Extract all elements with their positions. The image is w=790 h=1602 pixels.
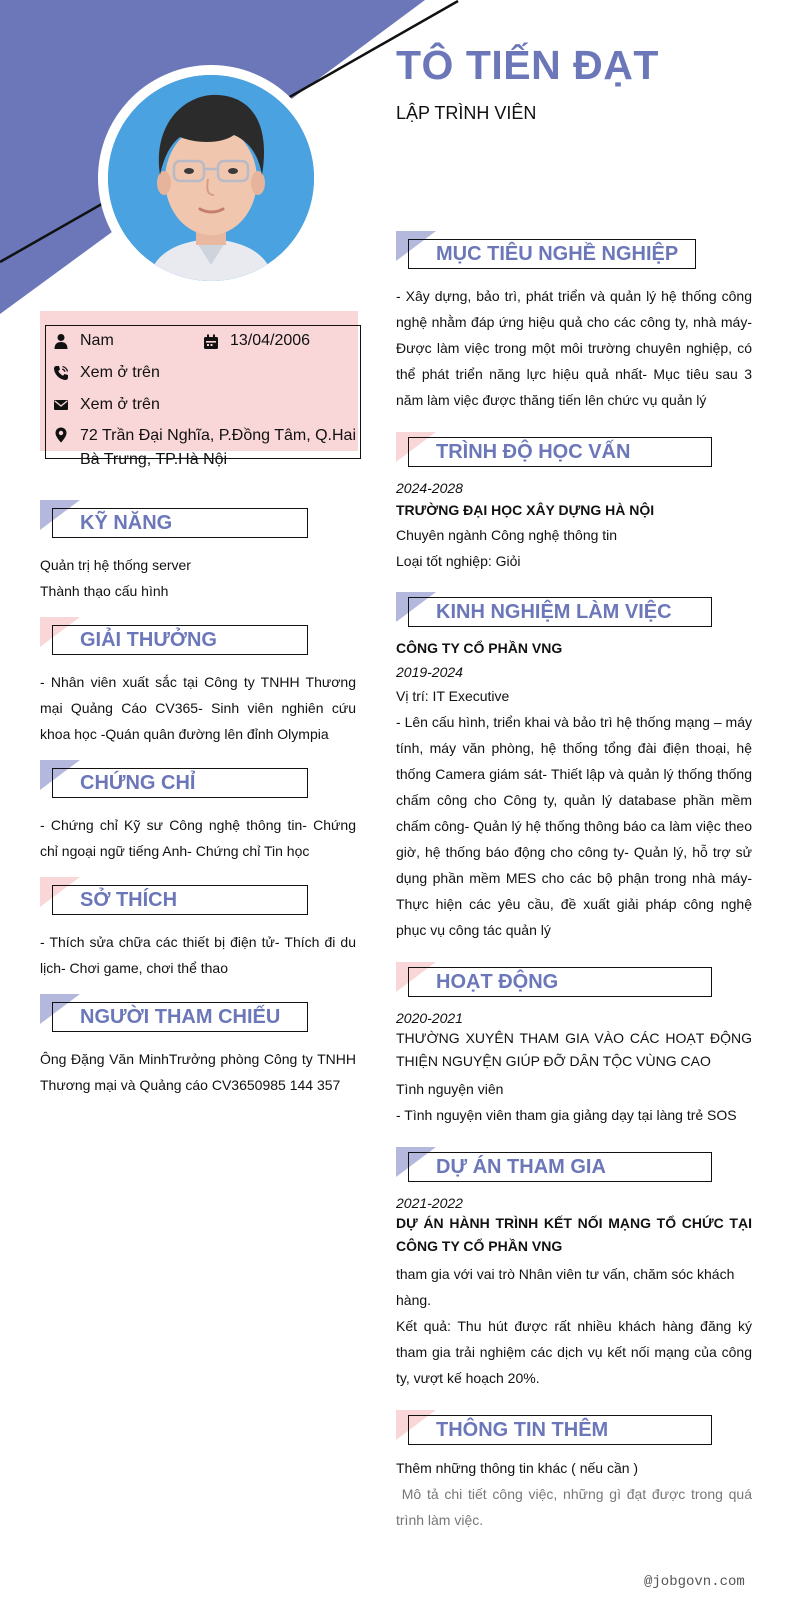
activities-period: 2020-2021: [396, 1010, 463, 1026]
watermark: @jobgovn.com: [644, 1574, 745, 1590]
projects-heading: DỰ ÁN THAM GIA: [436, 1156, 606, 1178]
education-major: Chuyên ngành Công nghệ thông tin: [396, 527, 618, 543]
job-title: LẬP TRÌNH VIÊN: [396, 103, 537, 123]
hobbies-text: - Thích sửa chữa các thiết bị điện tử- Thích đi du lịch- Chơi game, chơi thể thao: [40, 934, 356, 976]
phone-value: Xem ở trên: [80, 364, 160, 381]
skill-item: Thành thạo cấu hình: [40, 583, 169, 599]
skill-item: Quản trị hệ thống server: [40, 557, 191, 573]
skills-heading: KỸ NĂNG: [80, 512, 173, 534]
projects-name: DỰ ÁN HÀNH TRÌNH KẾT NỐI MẠNG TỔ CHỨC TẠI CÔNG TY CỔ PHẦN VNG: [396, 1215, 752, 1254]
person-icon: [53, 333, 69, 349]
education-grade: Loại tốt nghiệp: Giỏi: [396, 553, 521, 569]
education-heading: TRÌNH ĐỘ HỌC VẤN: [436, 441, 631, 463]
objective-heading: MỤC TIÊU NGHỀ NGHIỆP: [436, 243, 679, 265]
activities-role: Tình nguyện viên: [396, 1081, 504, 1097]
projects-role: tham gia với vai trò Nhân viên tư vấn, chăm sóc khách hàng.: [396, 1266, 735, 1308]
projects-period: 2021-2022: [396, 1195, 463, 1211]
awards-text: - Nhân viên xuất sắc tại Công ty TNHH Thương mại Quảng Cáo CV365- Sinh viên nghiên cứu khoa học -Quán quân đường lên đỉnh Olympia: [40, 674, 356, 742]
candidate-name: TÔ TIẾN ĐẠT: [396, 42, 659, 88]
awards-heading: GIẢI THƯỞNG: [80, 629, 217, 651]
education-period: 2024-2028: [396, 480, 463, 496]
additional-line-1: Thêm những thông tin khác ( nếu cần ): [396, 1460, 639, 1476]
hobbies-heading: SỞ THÍCH: [80, 889, 178, 911]
location-pin-icon: [53, 427, 69, 443]
additional-heading: THÔNG TIN THÊM: [436, 1419, 609, 1441]
objective-text: - Xây dựng, bảo trì, phát triển và quản lý hệ thống công nghệ nhằm đáp ứng hiệu quả cho các công ty, nhà máy- Được làm việc trong một môi trường chuyên nghiệp, có thể phát triển năng lực hiệu quả nhất- Mục tiêu sau 3 năm làm việc được thăng tiến lên chức vụ quản lý: [396, 288, 752, 408]
email-icon: [53, 397, 69, 413]
experience-position: Vị trí: IT Executive: [396, 688, 510, 704]
additional-line-2: Mô tả chi tiết công việc, những gì đạt được trong quá trình làm việc.: [396, 1486, 756, 1528]
certificates-heading: CHỨNG CHỈ: [80, 772, 196, 794]
birthday-value: 13/04/2006: [230, 332, 311, 349]
calendar-icon: [203, 334, 219, 350]
address-line-1: 72 Trần Đại Nghĩa, P.Đồng Tâm, Q.Hai: [80, 427, 356, 444]
experience-company: CÔNG TY CỔ PHẦN VNG: [396, 640, 563, 656]
gender-value: Nam: [80, 332, 114, 349]
phone-icon: [53, 365, 69, 381]
activities-heading: HOẠT ĐỘNG: [436, 971, 559, 993]
experience-description: - Lên cấu hình, triển khai và bảo trì hệ thống mạng – máy tính, máy văn phòng, hệ thống tổng đài điện thoại, hệ thống Camera giám sát- Thiết lập và quản lý thống thống chấm công cho Công ty, quản lý database phần mềm chấm công- Quản lý hệ thống thông báo ca làm việc theo giờ, hệ thống báo động cho công ty- Quản lý, hỗ trợ sử dụng phần mềm MES cho các bộ phận trong nhà máy- Thực hiện các yêu cầu, đề xuất giải pháp công nghệ phục vụ công tác quản lý: [396, 714, 752, 938]
activities-name: THƯỜNG XUYÊN THAM GIA VÀO CÁC HOẠT ĐỘNG THIỆN NGUYỆN GIÚP ĐỠ DÂN TỘC VÙNG CAO: [396, 1030, 752, 1069]
certificates-text: - Chứng chỉ Kỹ sư Công nghệ thông tin- Chứng chỉ ngoại ngữ tiếng Anh- Chứng chỉ Tin học: [40, 817, 356, 859]
activities-description: - Tình nguyện viên tham gia giảng dạy tại làng trẻ SOS: [396, 1107, 737, 1123]
projects-result: Kết quả: Thu hút được rất nhiều khách hàng đăng ký tham gia trải nghiệm các dịch vụ kết nối mạng của công ty, vượt kế hoạch 20%.: [396, 1318, 752, 1386]
address-line-2: Bà Trưng, TP.Hà Nội: [80, 451, 228, 468]
references-heading: NGƯỜI THAM CHIẾU: [80, 1006, 281, 1028]
avatar: [108, 75, 314, 281]
experience-heading: KINH NGHIỆM LÀM VIỆC: [436, 601, 672, 623]
email-value: Xem ở trên: [80, 396, 160, 413]
education-school: TRƯỜNG ĐẠI HỌC XÂY DỰNG HÀ NỘI: [396, 502, 655, 518]
experience-period: 2019-2024: [396, 664, 463, 680]
references-text: Ông Đặng Văn MinhTrưởng phòng Công ty TNHH Thương mại và Quảng cáo CV3650985 144 357: [40, 1051, 356, 1093]
